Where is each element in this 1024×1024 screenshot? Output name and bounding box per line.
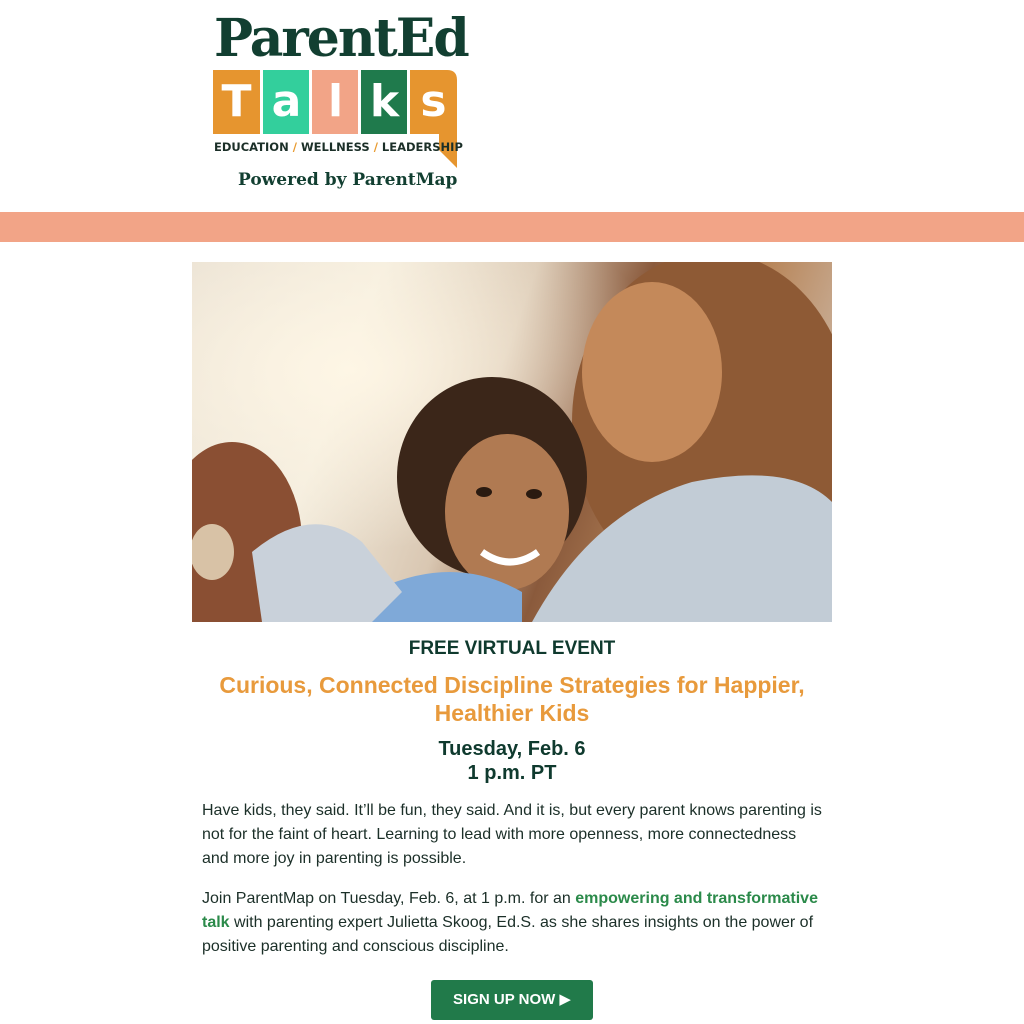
event-date: Tuesday, Feb. 6 bbox=[438, 738, 586, 760]
details-text-after: with parenting expert Julietta Skoog, Ed.S. as she shares insights on the power of positive parenting and conscious discipline. bbox=[202, 914, 814, 955]
logo-tile-k: k bbox=[369, 76, 400, 127]
tagline-separator: / bbox=[292, 140, 297, 154]
logo-tile-l: l bbox=[327, 76, 344, 127]
event-datetime bbox=[192, 737, 832, 785]
intro-paragraph: Have kids, they said. It’ll be fun, they said. And it is, but every parent knows parenting is not for the faint of heart. Learning to lead with more openness, more connectedness and more joy in parenting is possible. bbox=[202, 802, 822, 867]
event-headline: Curious, Connected Discipline Strategies for Happier, Healthier Kids bbox=[219, 672, 805, 726]
talk-link[interactable]: empowering and transformative talk bbox=[202, 890, 818, 931]
tagline-education: EDUCATION bbox=[214, 140, 289, 154]
tagline-wellness: WELLNESS bbox=[300, 140, 370, 154]
logo-tiles bbox=[213, 70, 457, 172]
details-text-before: Join ParentMap on Tuesday, Feb. 6, at 1 p.m. for an bbox=[202, 890, 576, 907]
divider-band bbox=[0, 212, 1024, 242]
tagline-separator: / bbox=[373, 140, 378, 154]
event-eyebrow: FREE VIRTUAL EVENT bbox=[408, 638, 616, 659]
logo-tile-t: T bbox=[221, 76, 252, 127]
logo-tile-s: s bbox=[420, 76, 447, 127]
sign-up-button[interactable]: SIGN UP NOW ▶ bbox=[431, 980, 593, 1020]
parentedtalks-logo[interactable] bbox=[210, 8, 468, 200]
powered-by: Powered by ParentMap bbox=[238, 170, 458, 190]
logo-tagline bbox=[214, 140, 463, 154]
hero-image[interactable] bbox=[192, 262, 832, 622]
tagline-leadership: LEADERSHIP bbox=[381, 140, 463, 154]
logo-tile-a: a bbox=[271, 76, 302, 127]
photo-mother-daughter-icon bbox=[192, 262, 832, 622]
details-paragraph bbox=[202, 887, 822, 959]
event-time: 1 p.m. PT bbox=[467, 762, 557, 784]
logo-title: ParentEd bbox=[214, 8, 468, 69]
